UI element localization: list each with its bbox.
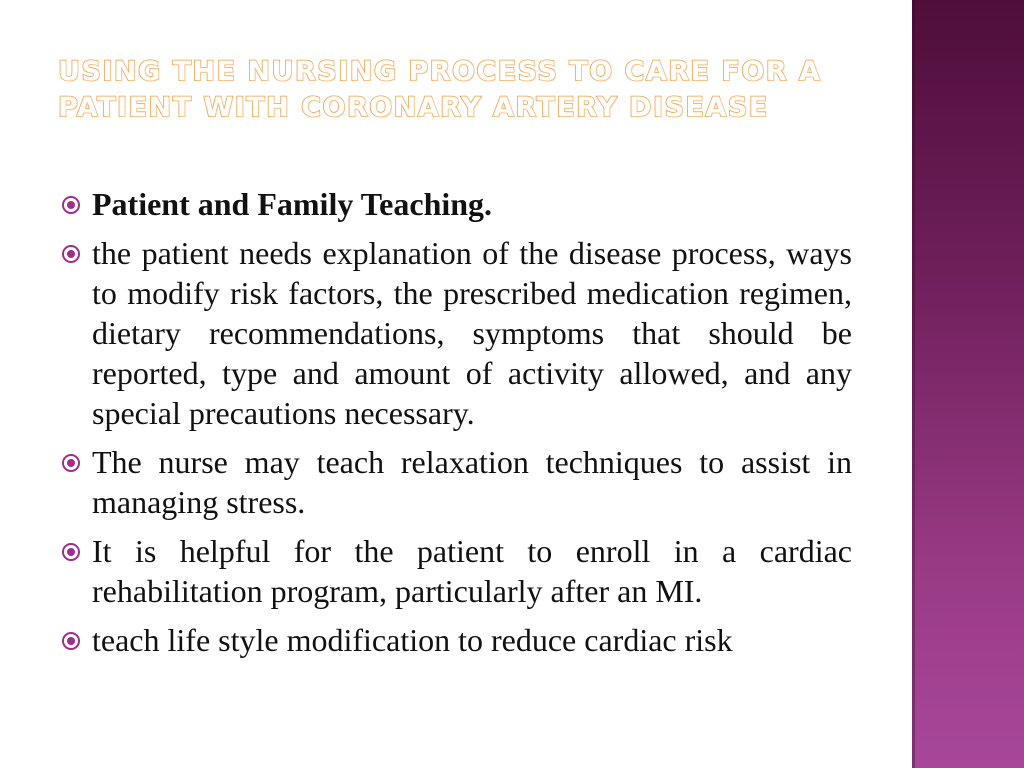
slide-title (58, 54, 878, 126)
circled-dot-icon (62, 196, 80, 214)
bullet-text: the patient needs explanation of the disease process, ways to modify risk factors, the prescribed medication regimen, dietary recommendations, symptoms that should be reported, type and amount of activity allowed, and any special precautions necessary. (92, 235, 852, 431)
slide-title-line-1: USING THE NURSING PROCESS TO CARE FOR A (58, 56, 822, 87)
bullet-item (60, 531, 852, 611)
circled-dot-icon (62, 632, 80, 650)
bullet-item (60, 442, 852, 522)
decorative-side-bar (912, 0, 1024, 768)
bullet-item (60, 620, 852, 660)
slide-title-line-2: PATIENT WITH CORONARY ARTERY DISEASE (58, 92, 769, 123)
bullet-item (60, 184, 852, 224)
side-bar-edge (912, 0, 915, 768)
bullet-text: It is helpful for the patient to enroll in a cardiac rehabilitation program, particularly after an MI. (92, 533, 852, 609)
circled-dot-icon (62, 245, 80, 263)
circled-dot-icon (62, 454, 80, 472)
bullet-text: teach life style modification to reduce cardiac risk (92, 622, 733, 658)
bullet-item (60, 233, 852, 433)
bullet-text: Patient and Family Teaching. (92, 186, 493, 222)
bullet-text: The nurse may teach relaxation techniques to assist in managing stress. (92, 444, 852, 520)
circled-dot-icon (62, 543, 80, 561)
bullet-list (60, 184, 852, 669)
